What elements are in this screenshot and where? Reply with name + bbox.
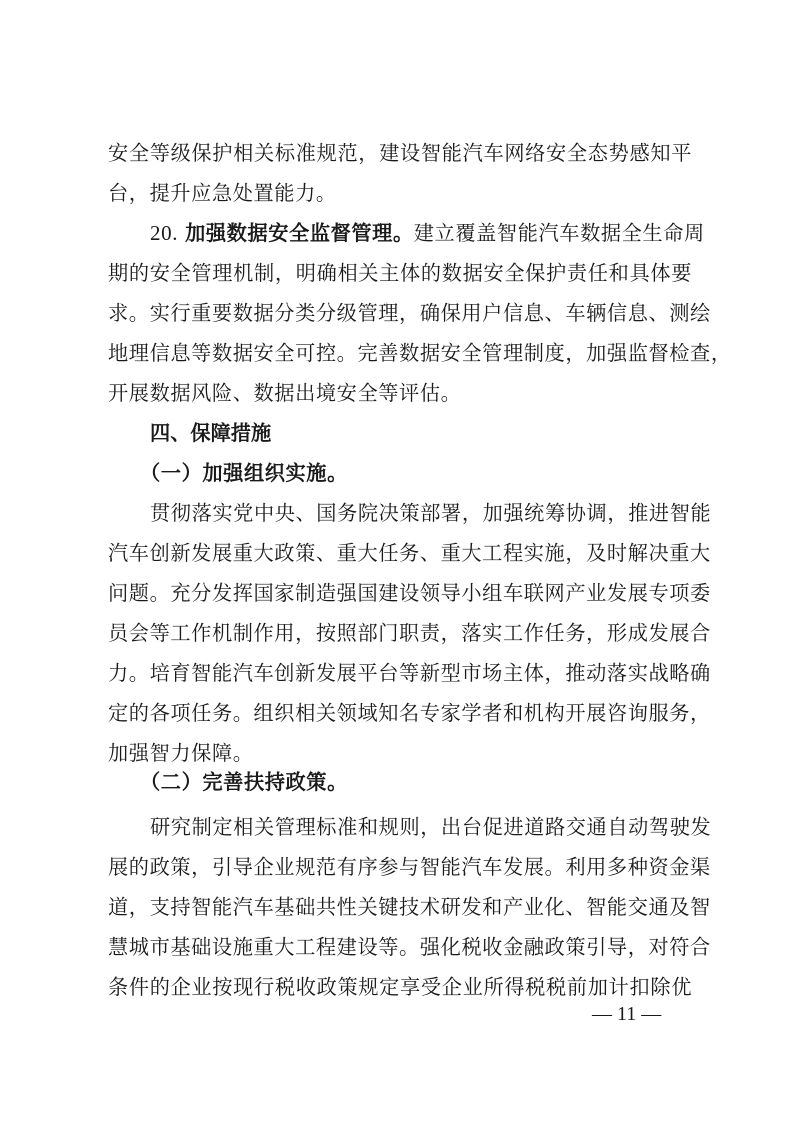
item-20-title: 加强数据安全监督管理。 [185,221,414,245]
item-20-number: 20. [150,221,179,245]
body-line: 条件的企业按现行税收政策规定享受企业所得税税前加计扣除优 [108,975,692,999]
body-line: 安全等级保护相关标准规范，建设智能汽车网络安全态势感知平 [108,141,692,165]
body-line: 力。培育智能汽车创新发展平台等新型市场主体，推动落实战略确 [108,661,711,685]
subsection-2-title: （二）完善扶持政策。 [140,770,348,794]
body-line: 定的各项任务。组织相关领域知名专家学者和机构开展咨询服务， [108,701,711,725]
section-heading: 四、保障措施 [150,421,272,445]
body-line: 地理信息等数据安全可控。完善数据安全管理制度，加强监督检查， [108,341,732,365]
body-line: 求。实行重要数据分类分级管理，确保用户信息、车辆信息、测绘 [108,301,711,325]
body-line: 贯彻落实党中央、国务院决策部署，加强统筹协调，推进智能 [150,501,712,525]
body-line: 道，支持智能汽车基础共性关键技术研发和产业化、智能交通及智 [108,895,711,919]
body-line: 开展数据风险、数据出境安全等评估。 [108,381,462,405]
item-20-line [150,221,705,245]
body-line: 期的安全管理机制，明确相关主体的数据安全保护责任和具体要 [108,261,692,285]
body-line: 加强智力保障。 [108,741,254,765]
body-line: 研究制定相关管理标准和规则，出台促进道路交通自动驾驶发 [150,815,712,839]
body-line: 汽车创新发展重大政策、重大任务、重大工程实施，及时解决重大 [108,541,711,565]
body-line: 员会等工作机制作用，按照部门职责，落实工作任务，形成发展合 [108,621,711,645]
item-20-text: 建立覆盖智能汽车数据全生命周 [413,221,705,245]
subsection-1-title: （一）加强组织实施。 [140,461,348,485]
body-line: 慧城市基础设施重大工程建设等。强化税收金融政策引导，对符合 [108,935,711,959]
body-line: 展的政策，引导企业规范有序参与智能汽车发展。利用多种资金渠 [108,855,711,879]
body-line: 台，提升应急处置能力。 [108,181,337,205]
page-number: — 11 — [592,1003,662,1025]
body-line: 问题。充分发挥国家制造强国建设领导小组车联网产业发展专项委 [108,581,711,605]
